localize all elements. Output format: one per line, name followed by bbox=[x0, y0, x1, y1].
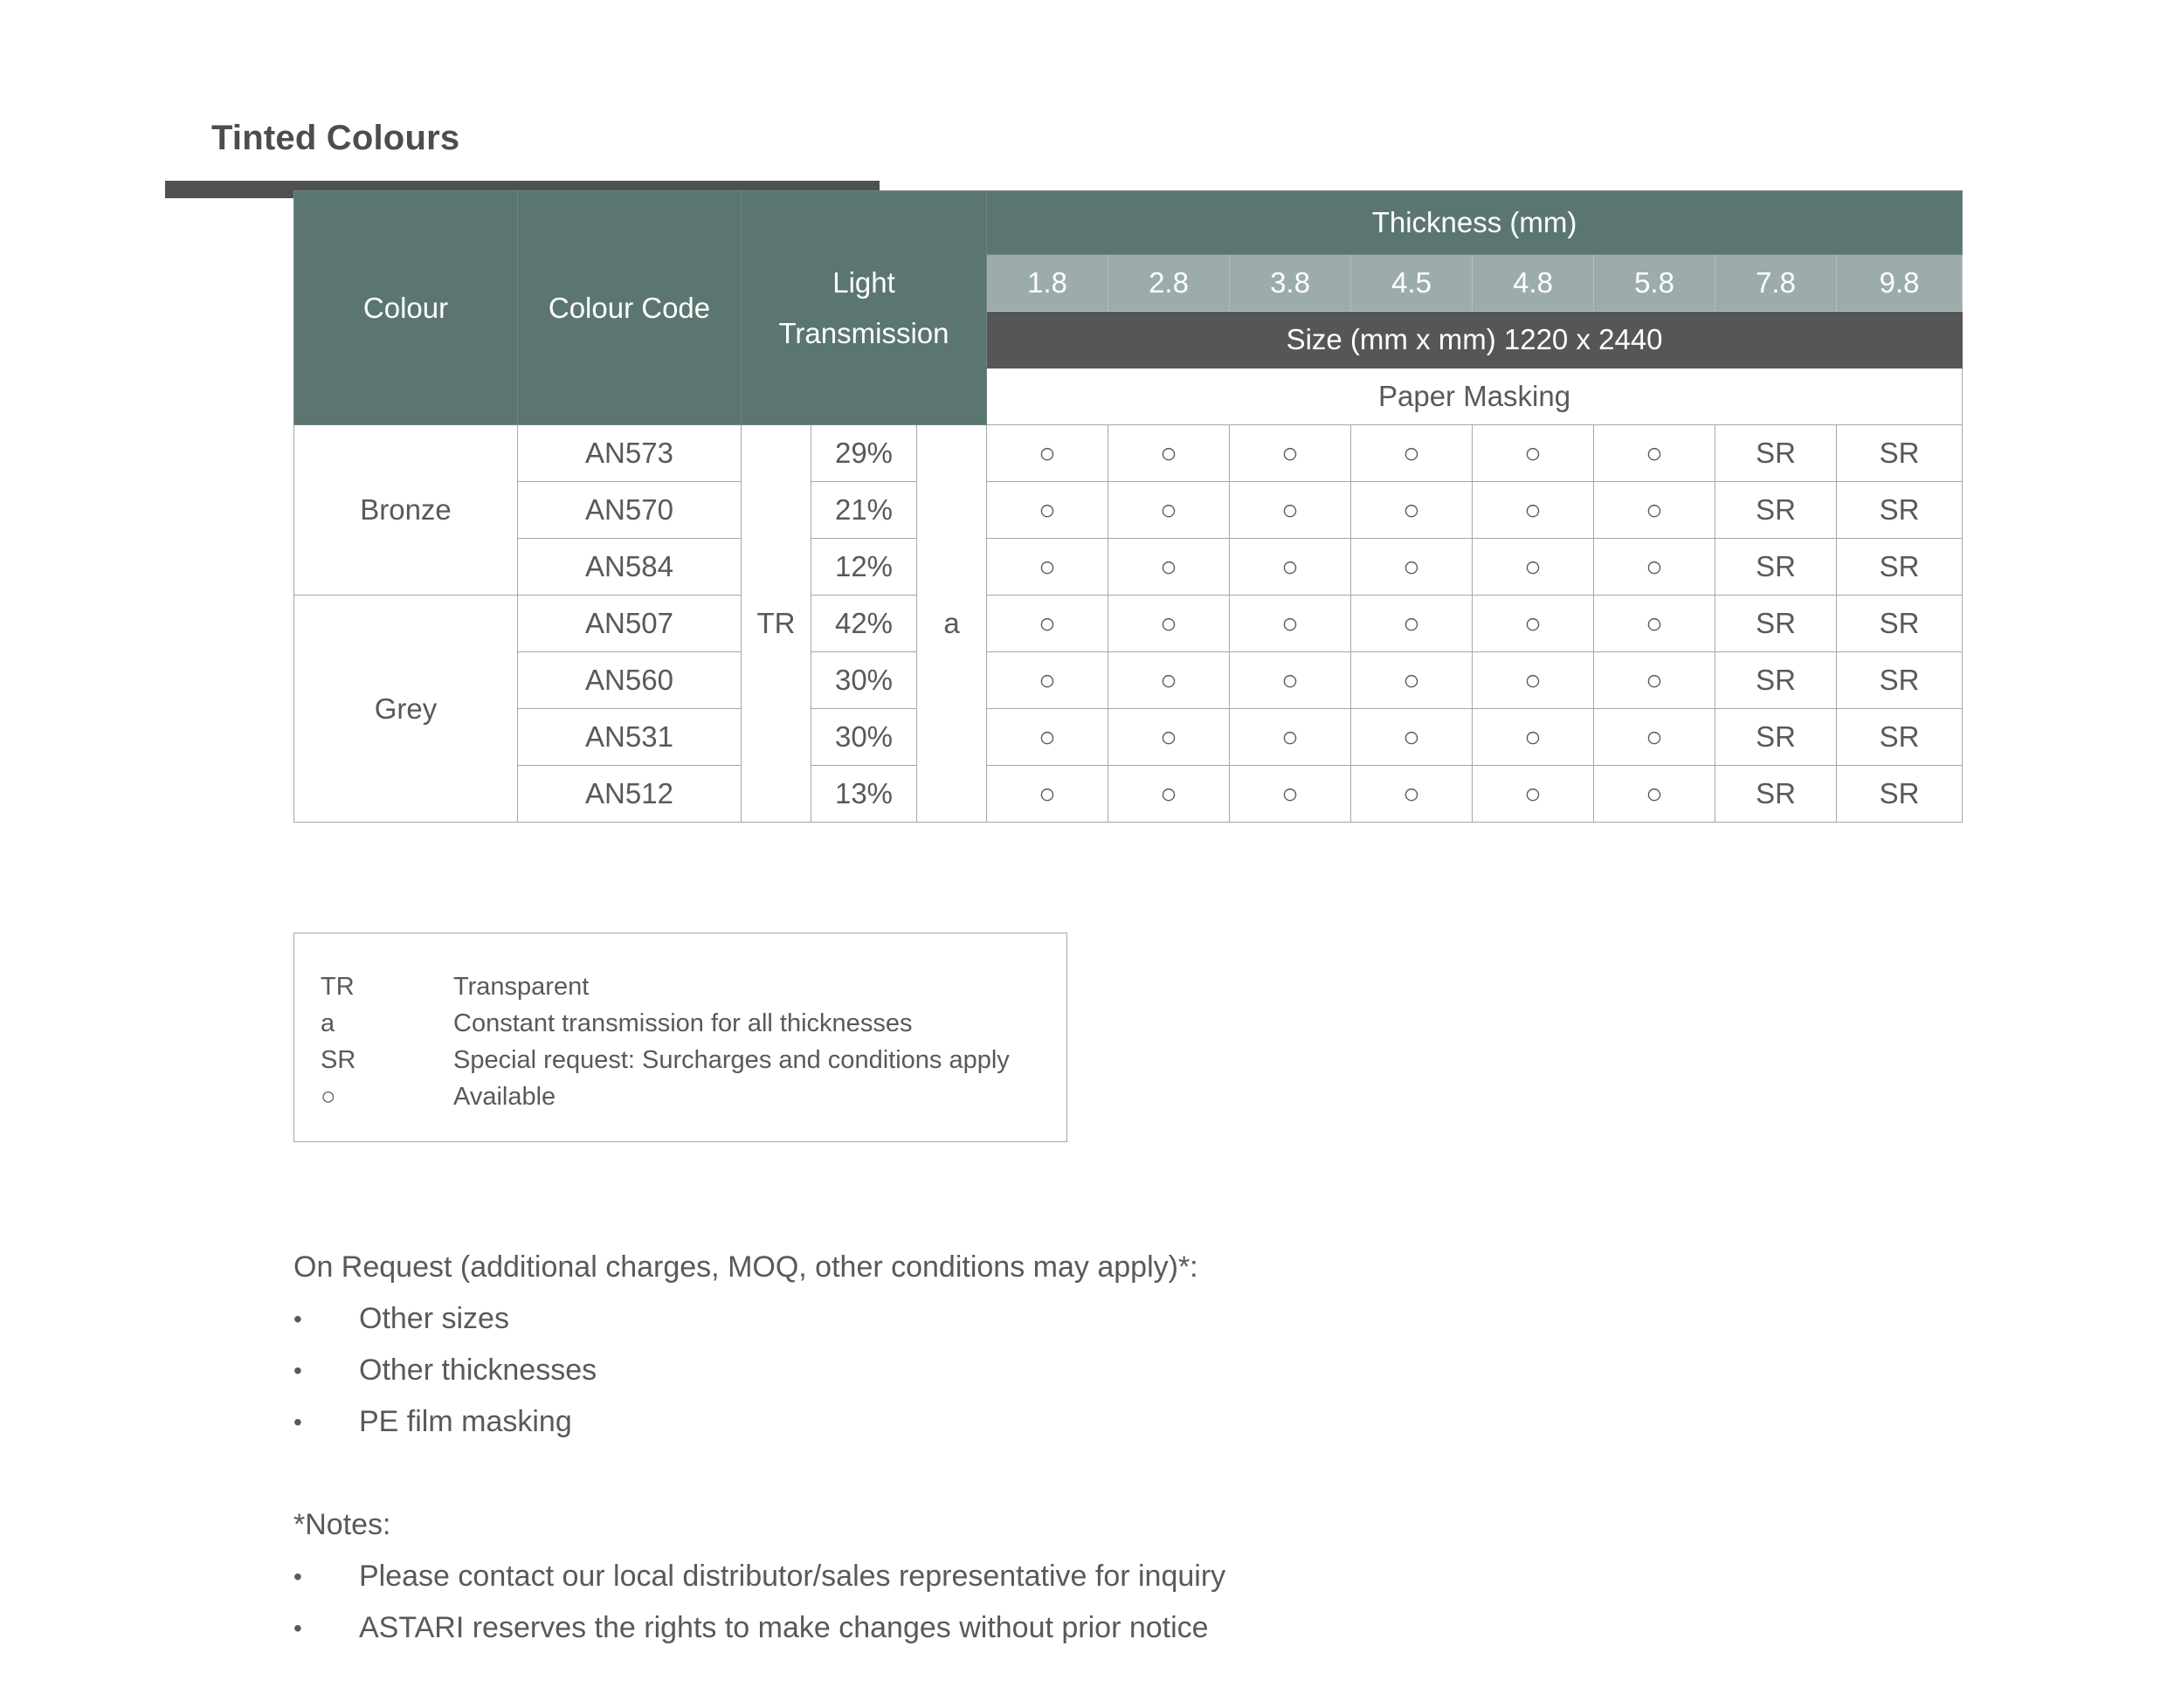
availability-cell: ○ bbox=[1473, 766, 1594, 823]
availability-cell: ○ bbox=[1473, 596, 1594, 652]
availability-cell: ○ bbox=[1473, 482, 1594, 539]
list-item bbox=[293, 1293, 1778, 1345]
notes-section bbox=[293, 1242, 1778, 1654]
bullet-icon: • bbox=[293, 1357, 302, 1384]
availability-cell: ○ bbox=[1351, 539, 1473, 596]
availability-cell: ○ bbox=[1594, 596, 1715, 652]
table-row bbox=[294, 709, 1963, 766]
availability-cell: SR bbox=[1837, 766, 1963, 823]
transmission-cell: 29% bbox=[811, 425, 917, 482]
thickness-value-4.5: 4.5 bbox=[1351, 255, 1473, 312]
legend-row bbox=[321, 1078, 1040, 1115]
availability-cell: ○ bbox=[1351, 652, 1473, 709]
availability-cell: ○ bbox=[1594, 766, 1715, 823]
legend-row bbox=[321, 1005, 1040, 1042]
availability-cell: SR bbox=[1715, 482, 1837, 539]
legend-box bbox=[293, 933, 1067, 1142]
availability-cell: ○ bbox=[1108, 709, 1230, 766]
bullet-icon: • bbox=[293, 1408, 302, 1436]
availability-cell: ○ bbox=[1594, 539, 1715, 596]
table-row bbox=[294, 482, 1963, 539]
light-transmission-line2: Transmission bbox=[778, 316, 949, 349]
legend-value: Available bbox=[453, 1083, 556, 1111]
availability-cell: ○ bbox=[1594, 709, 1715, 766]
colour-code-cell: AN573 bbox=[518, 425, 742, 482]
colour-code-cell: AN507 bbox=[518, 596, 742, 652]
list-item-text: PE film masking bbox=[359, 1405, 572, 1438]
availability-cell: ○ bbox=[1473, 425, 1594, 482]
thickness-value-4.8: 4.8 bbox=[1473, 255, 1594, 312]
availability-cell: ○ bbox=[1473, 539, 1594, 596]
availability-cell: SR bbox=[1715, 425, 1837, 482]
thickness-value-9.8: 9.8 bbox=[1837, 255, 1963, 312]
availability-cell: ○ bbox=[1108, 425, 1230, 482]
availability-cell: ○ bbox=[1230, 539, 1351, 596]
availability-cell: ○ bbox=[1351, 709, 1473, 766]
availability-cell: SR bbox=[1837, 482, 1963, 539]
list-item-text: Please contact our local distributor/sales representative for inquiry bbox=[359, 1560, 1226, 1593]
availability-cell: ○ bbox=[987, 652, 1108, 709]
table-row bbox=[294, 539, 1963, 596]
colour-code-cell: AN531 bbox=[518, 709, 742, 766]
availability-cell: ○ bbox=[1230, 766, 1351, 823]
legend-key: TR bbox=[321, 973, 355, 1001]
availability-cell: ○ bbox=[1108, 766, 1230, 823]
legend-key: ○ bbox=[321, 1083, 336, 1111]
notes-heading: *Notes: bbox=[293, 1508, 391, 1541]
transmission-cell: 42% bbox=[811, 596, 917, 652]
availability-cell: ○ bbox=[987, 482, 1108, 539]
light-transmission-header bbox=[742, 191, 987, 425]
colour-code-cell: AN512 bbox=[518, 766, 742, 823]
availability-cell: ○ bbox=[987, 539, 1108, 596]
availability-cell: ○ bbox=[1230, 596, 1351, 652]
colour-cell-bronze: Bronze bbox=[294, 425, 518, 596]
transmission-cell: 13% bbox=[811, 766, 917, 823]
availability-cell: SR bbox=[1715, 766, 1837, 823]
availability-cell: ○ bbox=[1108, 539, 1230, 596]
table-row bbox=[294, 652, 1963, 709]
legend-value: Constant transmission for all thicknesses bbox=[453, 1009, 913, 1037]
availability-cell: ○ bbox=[1594, 652, 1715, 709]
availability-cell: SR bbox=[1837, 709, 1963, 766]
tinted-colours-table bbox=[293, 190, 1963, 823]
availability-cell: ○ bbox=[1108, 652, 1230, 709]
colour-cell-grey: Grey bbox=[294, 596, 518, 823]
availability-cell: ○ bbox=[987, 709, 1108, 766]
list-item-text: ASTARI reserves the rights to make changes without prior notice bbox=[359, 1611, 1209, 1644]
list-item bbox=[293, 1396, 1778, 1448]
availability-cell: ○ bbox=[1351, 766, 1473, 823]
availability-cell: ○ bbox=[1473, 709, 1594, 766]
bullet-icon: • bbox=[293, 1563, 302, 1590]
availability-cell: SR bbox=[1715, 596, 1837, 652]
legend-row bbox=[321, 968, 1040, 1005]
colour-code-cell: AN584 bbox=[518, 539, 742, 596]
availability-cell: SR bbox=[1837, 539, 1963, 596]
legend-value: Special request: Surcharges and conditions apply bbox=[453, 1046, 1010, 1074]
transmission-cell: 30% bbox=[811, 652, 917, 709]
transmission-cell: 30% bbox=[811, 709, 917, 766]
colour-code-cell: AN570 bbox=[518, 482, 742, 539]
table-row bbox=[294, 596, 1963, 652]
transparency-cell: TR bbox=[742, 425, 811, 823]
bullet-icon: • bbox=[293, 1305, 302, 1333]
availability-cell: ○ bbox=[1351, 425, 1473, 482]
on-request-list bbox=[293, 1293, 1778, 1448]
size-header: Size (mm x mm) 1220 x 2440 bbox=[987, 312, 1963, 368]
on-request-heading: On Request (additional charges, MOQ, other conditions may apply)*: bbox=[293, 1250, 1198, 1284]
legend-row bbox=[321, 1042, 1040, 1078]
list-item-text: Other sizes bbox=[359, 1302, 509, 1335]
list-item bbox=[293, 1602, 1778, 1654]
availability-cell: ○ bbox=[987, 425, 1108, 482]
header-row-thickness bbox=[294, 191, 1963, 255]
thickness-value-1.8: 1.8 bbox=[987, 255, 1108, 312]
transmission-cell: 21% bbox=[811, 482, 917, 539]
availability-cell: ○ bbox=[1351, 482, 1473, 539]
thickness-header: Thickness (mm) bbox=[987, 191, 1963, 255]
notes-list bbox=[293, 1551, 1778, 1654]
availability-cell: ○ bbox=[987, 596, 1108, 652]
availability-cell: ○ bbox=[1230, 482, 1351, 539]
list-item-text: Other thicknesses bbox=[359, 1353, 597, 1387]
legend-value: Transparent bbox=[453, 973, 590, 1001]
availability-cell: ○ bbox=[1230, 425, 1351, 482]
availability-cell: ○ bbox=[987, 766, 1108, 823]
availability-cell: SR bbox=[1837, 596, 1963, 652]
table-row bbox=[294, 766, 1963, 823]
bullet-icon: • bbox=[293, 1615, 302, 1642]
list-item bbox=[293, 1345, 1778, 1396]
light-transmission-line1: Light bbox=[832, 265, 895, 299]
page-title: Tinted Colours bbox=[211, 119, 460, 157]
availability-cell: ○ bbox=[1594, 425, 1715, 482]
thickness-value-3.8: 3.8 bbox=[1230, 255, 1351, 312]
list-item bbox=[293, 1551, 1778, 1602]
transmission-cell: 12% bbox=[811, 539, 917, 596]
colour-code-header: Colour Code bbox=[518, 191, 742, 425]
legend-key: SR bbox=[321, 1046, 356, 1074]
availability-cell: ○ bbox=[1230, 709, 1351, 766]
availability-cell: SR bbox=[1837, 425, 1963, 482]
table-row bbox=[294, 425, 1963, 482]
legend-key: a bbox=[321, 1009, 335, 1037]
availability-cell: SR bbox=[1715, 709, 1837, 766]
availability-cell: ○ bbox=[1230, 652, 1351, 709]
paper-masking-header: Paper Masking bbox=[987, 368, 1963, 425]
thickness-value-5.8: 5.8 bbox=[1594, 255, 1715, 312]
availability-cell: ○ bbox=[1473, 652, 1594, 709]
availability-cell: ○ bbox=[1108, 482, 1230, 539]
thickness-value-2.8: 2.8 bbox=[1108, 255, 1230, 312]
colour-header: Colour bbox=[294, 191, 518, 425]
availability-cell: SR bbox=[1837, 652, 1963, 709]
availability-cell: ○ bbox=[1351, 596, 1473, 652]
availability-cell: SR bbox=[1715, 539, 1837, 596]
constant-cell: a bbox=[917, 425, 987, 823]
availability-cell: ○ bbox=[1108, 596, 1230, 652]
availability-cell: SR bbox=[1715, 652, 1837, 709]
thickness-value-7.8: 7.8 bbox=[1715, 255, 1837, 312]
colour-code-cell: AN560 bbox=[518, 652, 742, 709]
availability-cell: ○ bbox=[1594, 482, 1715, 539]
